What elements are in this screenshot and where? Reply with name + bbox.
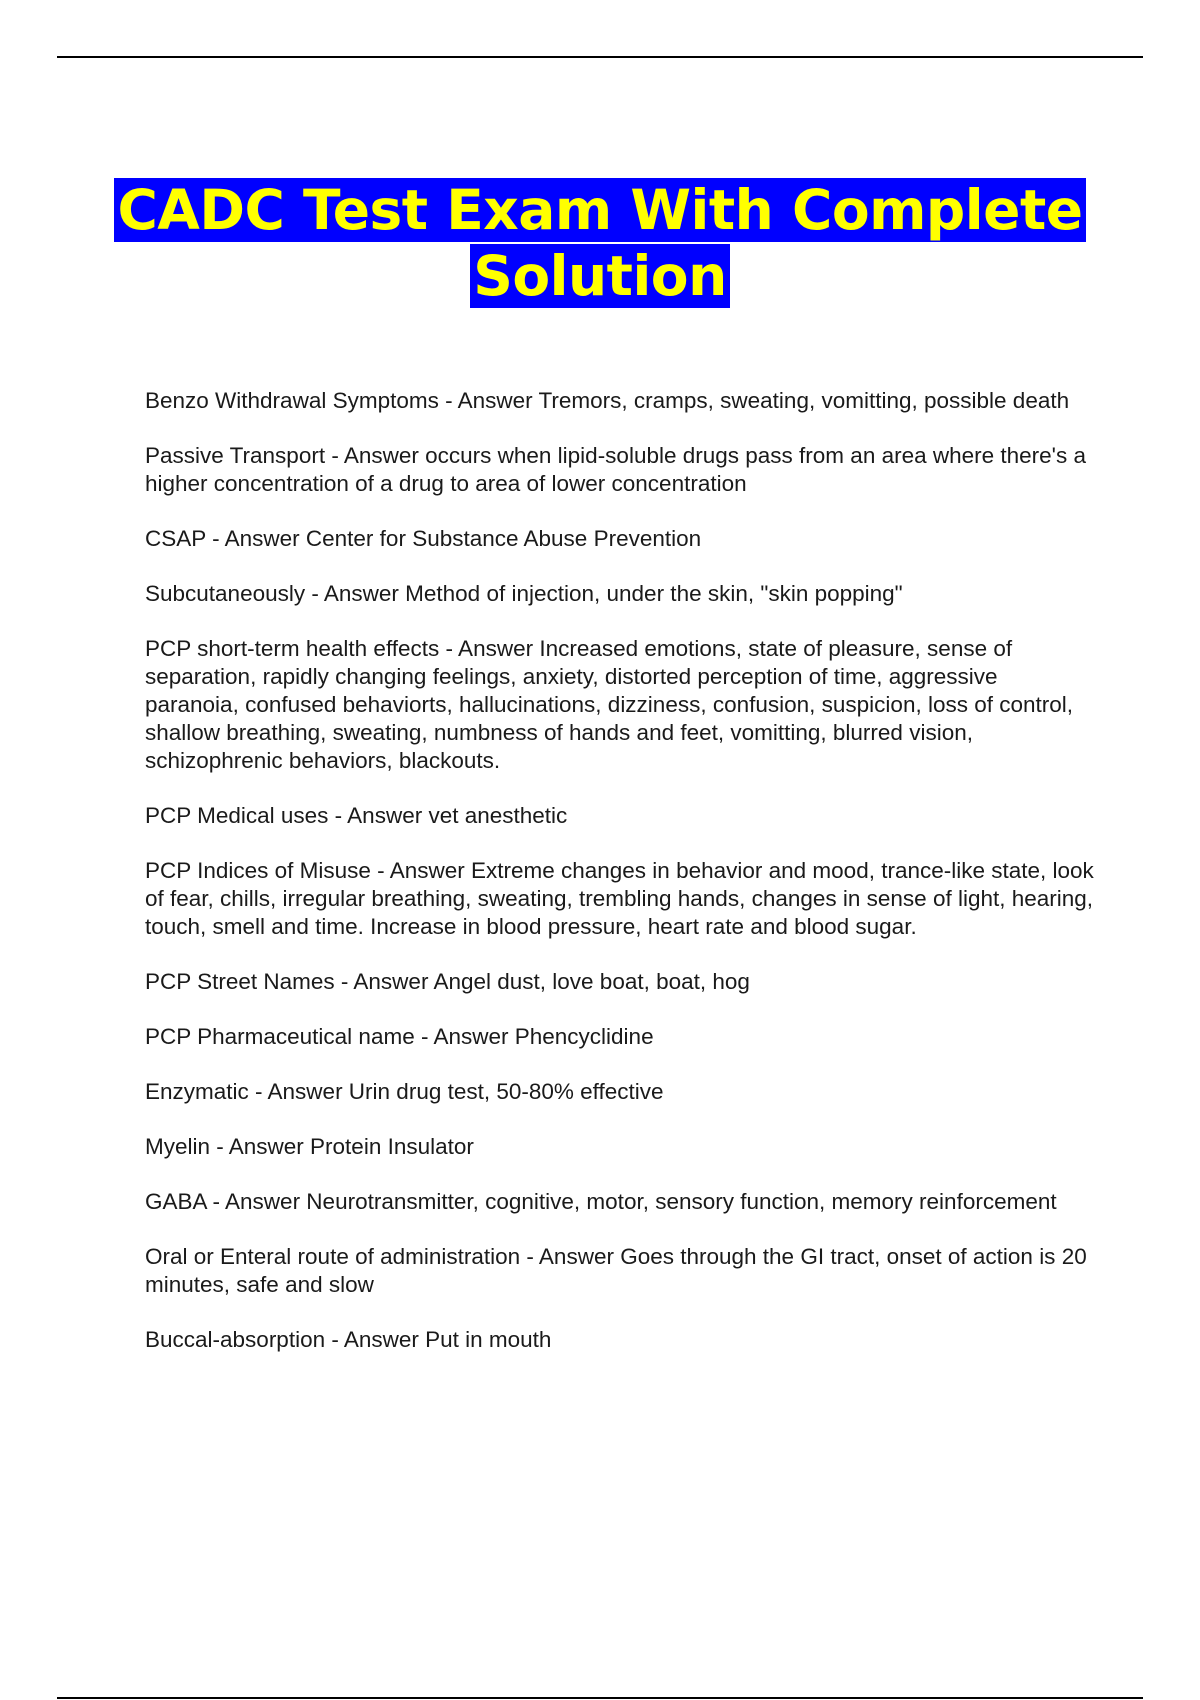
qa-item-enzymatic: Enzymatic - Answer Urin drug test, 50-80% effective	[145, 1079, 664, 1104]
footer-rule	[57, 1697, 1143, 1699]
title-line-2: Solution	[470, 244, 730, 308]
title-line-1: CADC Test Exam With Complete	[114, 178, 1085, 242]
page-title	[0, 177, 1200, 309]
qa-item-pcp-street-names: PCP Street Names - Answer Angel dust, love boat, boat, hog	[145, 969, 750, 994]
header-rule	[57, 56, 1143, 58]
qa-item-buccal-absorption: Buccal-absorption - Answer Put in mouth	[145, 1327, 552, 1352]
qa-item-oral-enteral-route: Oral or Enteral route of administration - Answer Goes through the GI tract, onset of action is 20 minutes, safe and slow	[145, 1244, 1087, 1297]
qa-item-pcp-indices-of-misuse: PCP Indices of Misuse - Answer Extreme changes in behavior and mood, trance-like state, look of fear, chills, irregular breathing, sweating, trembling hands, changes in sense of light, hearing, touch, smell and time. Increase in blood pressure, heart rate and blood sugar.	[145, 858, 1094, 939]
qa-item-pcp-pharmaceutical-name: PCP Pharmaceutical name - Answer Phencyclidine	[145, 1024, 654, 1049]
qa-item-pcp-medical-uses: PCP Medical uses - Answer vet anesthetic	[145, 803, 568, 828]
qa-item-subcutaneously: Subcutaneously - Answer Method of injection, under the skin, "skin popping"	[145, 581, 903, 606]
qa-item-passive-transport: Passive Transport - Answer occurs when lipid-soluble drugs pass from an area where there's a higher concentration of a drug to area of lower concentration	[145, 443, 1086, 496]
qa-item-myelin: Myelin - Answer Protein Insulator	[145, 1134, 474, 1159]
qa-item-benzo-withdrawal: Benzo Withdrawal Symptoms - Answer Tremors, cramps, sweating, vomitting, possible death	[145, 388, 1070, 413]
qa-list	[145, 387, 1095, 1381]
qa-item-gaba: GABA - Answer Neurotransmitter, cognitive, motor, sensory function, memory reinforcement	[145, 1189, 1057, 1214]
qa-item-pcp-short-term-effects: PCP short-term health effects - Answer Increased emotions, state of pleasure, sense of separation, rapidly changing feelings, anxiety, distorted perception of time, aggressive paranoia, confused behaviorts, hallucinations, dizziness, confusion, suspicion, loss of control, shallow breathing, sweating, numbness of hands and feet, vomitting, blurred vision, schizophrenic behaviors, blackouts.	[145, 636, 1074, 773]
qa-item-csap: CSAP - Answer Center for Substance Abuse Prevention	[145, 526, 702, 551]
